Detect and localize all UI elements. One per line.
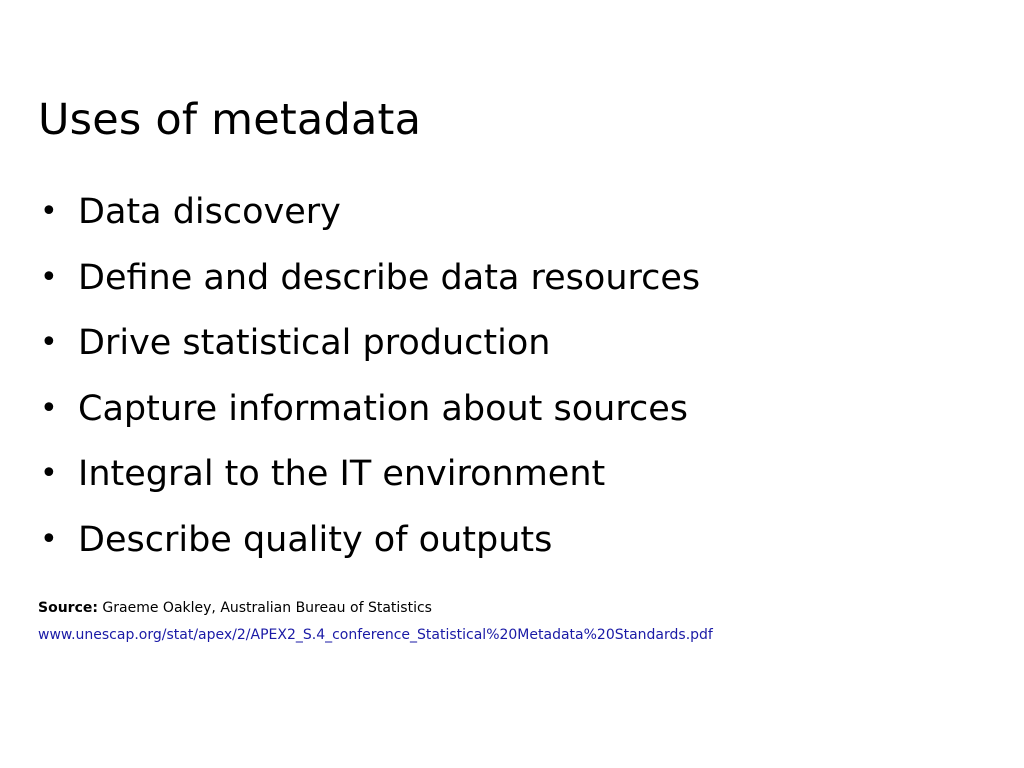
bullet-text: Integral to the IT environment: [78, 454, 606, 495]
bullet-text: Drive statistical production: [78, 323, 551, 364]
slide-title: Uses of metadata: [38, 95, 422, 145]
source-link[interactable]: www.unescap.org/stat/apex/2/APEX2_S.4_conference_Statistical%20Metadata%20Standards.pdf: [38, 627, 713, 643]
source-label: Source:: [38, 600, 98, 616]
bullet-text: Define and describe data resources: [78, 257, 701, 298]
bullet-text: Data discovery: [78, 192, 341, 232]
bullet-text: Capture information about sources: [78, 388, 688, 429]
bullet-icon: •: [40, 325, 58, 361]
source-citation: [38, 598, 432, 618]
bullet-icon: •: [40, 521, 58, 557]
bullet-icon: •: [40, 259, 58, 295]
bullet-text: Describe quality of outputs: [78, 519, 553, 560]
bullet-icon: •: [40, 194, 58, 229]
bullet-icon: •: [40, 390, 58, 426]
bullet-icon: •: [40, 456, 58, 492]
source-text: Graeme Oakley, Australian Bureau of Statistics: [102, 600, 432, 616]
